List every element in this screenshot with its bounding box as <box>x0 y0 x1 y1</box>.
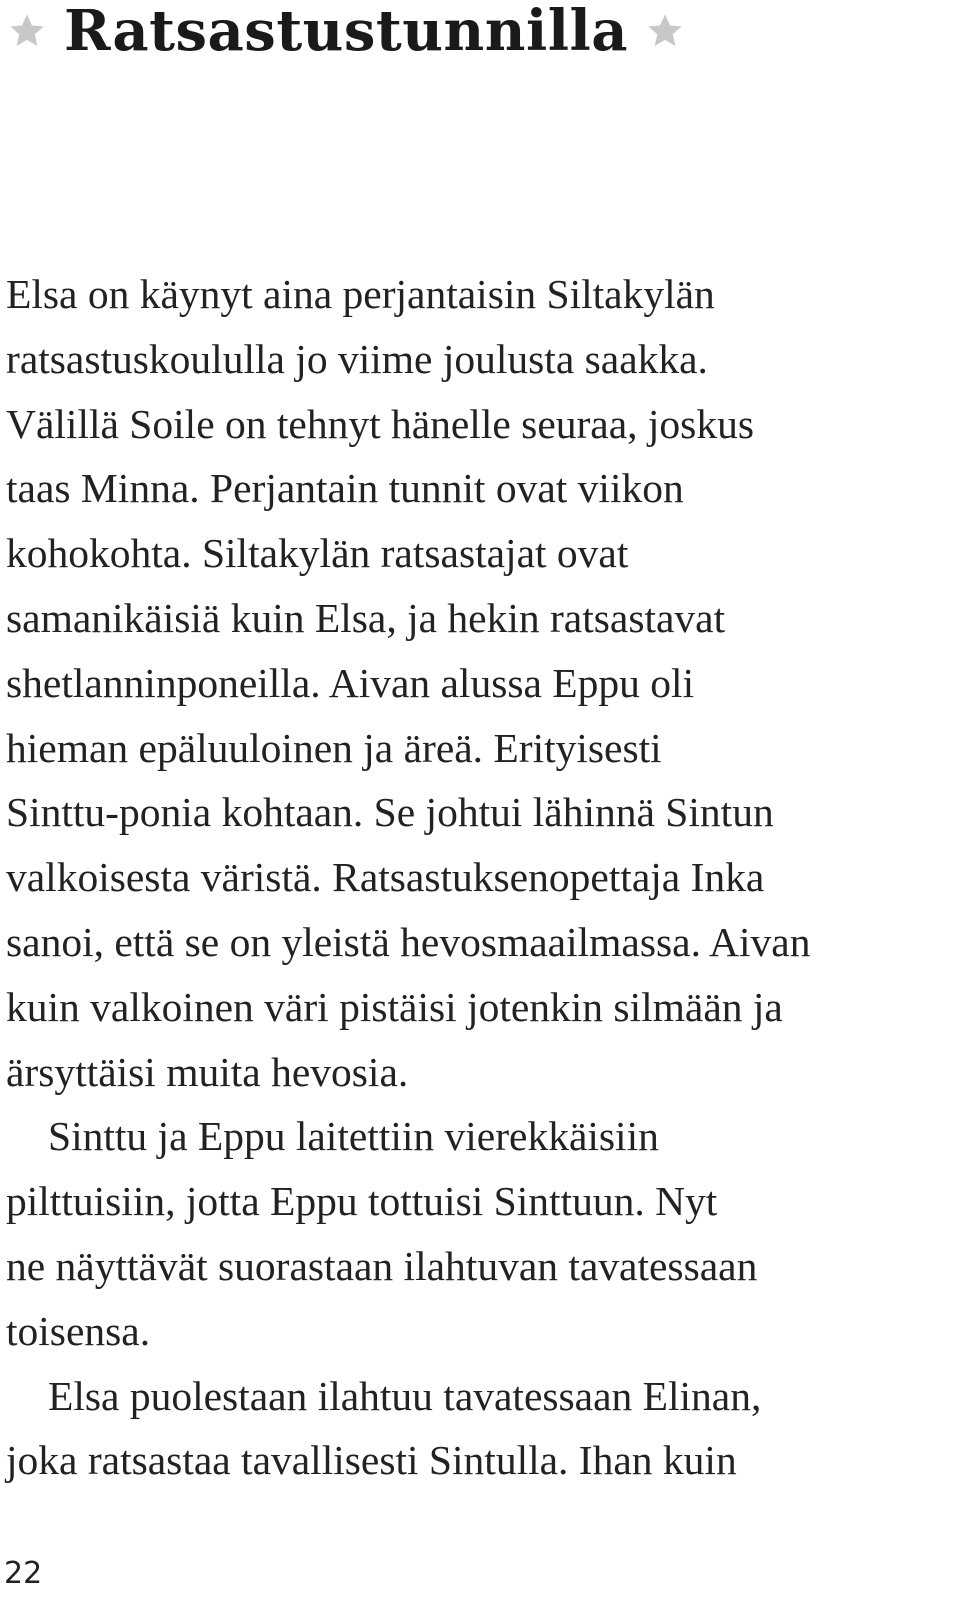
chapter-header <box>8 0 684 62</box>
paragraph-1: Elsa on käynyt aina perjantaisin Siltakylän ratsastuskoululla jo viime joulusta saakka. Välillä Soile on tehnyt hänelle seuraa, joskus taas Minna. Perjantain tunnit ovat viikon kohokohta. Siltakylän ratsastajat ovat samanikäisiä kuin Elsa, ja hekin ratsastavat shetlanninponeilla. Aivan alussa Eppu oli hieman epäluuloinen ja äreä. Erityisesti Sinttu-ponia kohtaan. Se johtui lähinnä Sintun valkoisesta väristä. Ratsastuksenopettaja Inka sanoi, että se on yleistä hevosmaailmassa. Aivan kuin valkoinen väri pistäisi jotenkin silmään ja ärsyttäisi muita hevosia. <box>6 271 811 1095</box>
paragraph-2: Sinttu ja Eppu laitettiin vierekkäisiin pilttuisiin, jotta Eppu tottuisi Sinttuun. Nyt ne näyttävät suorastaan ilahtuvan tavatessaan toisensa. <box>6 1113 758 1354</box>
page-number: 22 <box>4 1556 43 1591</box>
paragraph-3: Elsa puolestaan ilahtuu tavatessaan Elinan, joka ratsastaa tavallisesti Sintulla. Ihan kuin <box>6 1372 762 1484</box>
star-icon <box>8 12 46 50</box>
body-text <box>6 262 951 1493</box>
star-icon <box>646 12 684 50</box>
chapter-title: Ratsastustunnilla <box>64 0 629 64</box>
